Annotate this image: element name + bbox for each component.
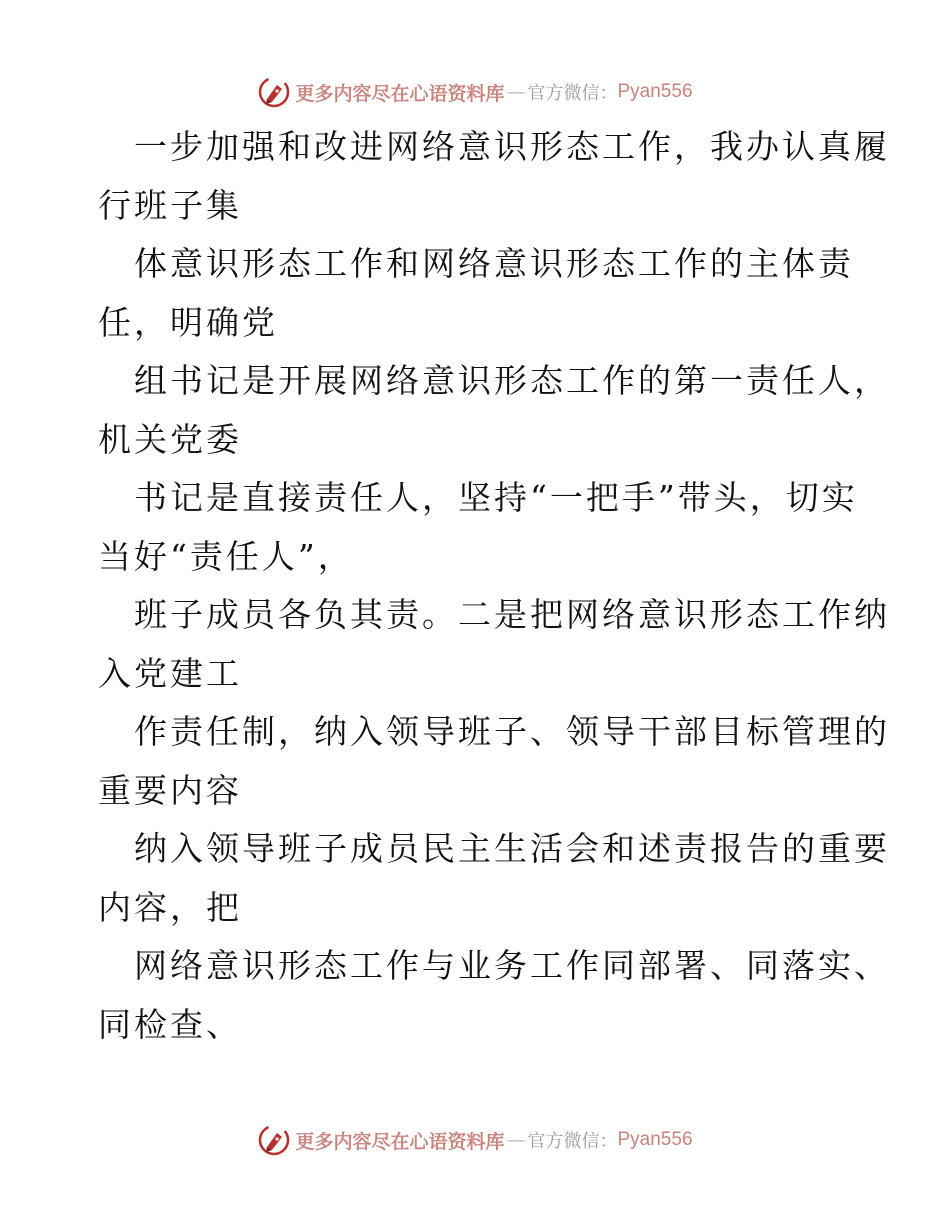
document-body — [98, 118, 890, 1054]
text-line: 入党建工 — [98, 653, 242, 693]
text-line: 行班子集 — [98, 185, 242, 225]
pen-nib-logo-icon — [257, 1123, 291, 1157]
watermark-dash: — — [506, 81, 526, 103]
text-line: 同检查、 — [98, 1004, 242, 1044]
watermark-dash: — — [506, 1129, 526, 1151]
text-line: 体意识形态工作和网络意识形态工作的主体责 — [134, 244, 854, 283]
text-line: 当好“责任人”， — [98, 536, 354, 576]
watermark-site-text: 更多内容尽在心语资料库 — [295, 1130, 505, 1153]
text-line: 内容，把 — [98, 887, 242, 927]
text-line: 作责任制，纳入领导班子、领导干部目标管理的 — [134, 712, 890, 751]
watermark-wechat-id: Pyan556 — [617, 81, 693, 102]
text-line: 重要内容 — [98, 770, 242, 810]
text-line: 机关党委 — [98, 419, 242, 459]
watermark-wechat-label: 官方微信： — [527, 83, 618, 104]
text-line: 组书记是开展网络意识形态工作的第一责任人， — [134, 361, 890, 400]
footer-watermark-banner — [0, 1120, 950, 1160]
pen-nib-logo-icon — [257, 75, 291, 109]
watermark-wechat-label: 官方微信： — [527, 1131, 618, 1152]
text-line: 纳入领导班子成员民主生活会和述责报告的重要 — [134, 829, 890, 868]
watermark-wechat-id: Pyan556 — [617, 1129, 693, 1150]
text-line: 书记是直接责任人，坚持“一把手”带头，切实 — [134, 478, 858, 517]
text-line: 一步加强和改进网络意识形态工作，我办认真履 — [134, 127, 890, 166]
text-line: 班子成员各负其责。二是把网络意识形态工作纳 — [134, 595, 890, 634]
watermark-site-text: 更多内容尽在心语资料库 — [295, 82, 505, 105]
text-line: 任，明确党 — [98, 302, 278, 342]
header-watermark-banner — [0, 72, 950, 112]
text-line: 网络意识形态工作与业务工作同部署、同落实、 — [134, 946, 890, 985]
